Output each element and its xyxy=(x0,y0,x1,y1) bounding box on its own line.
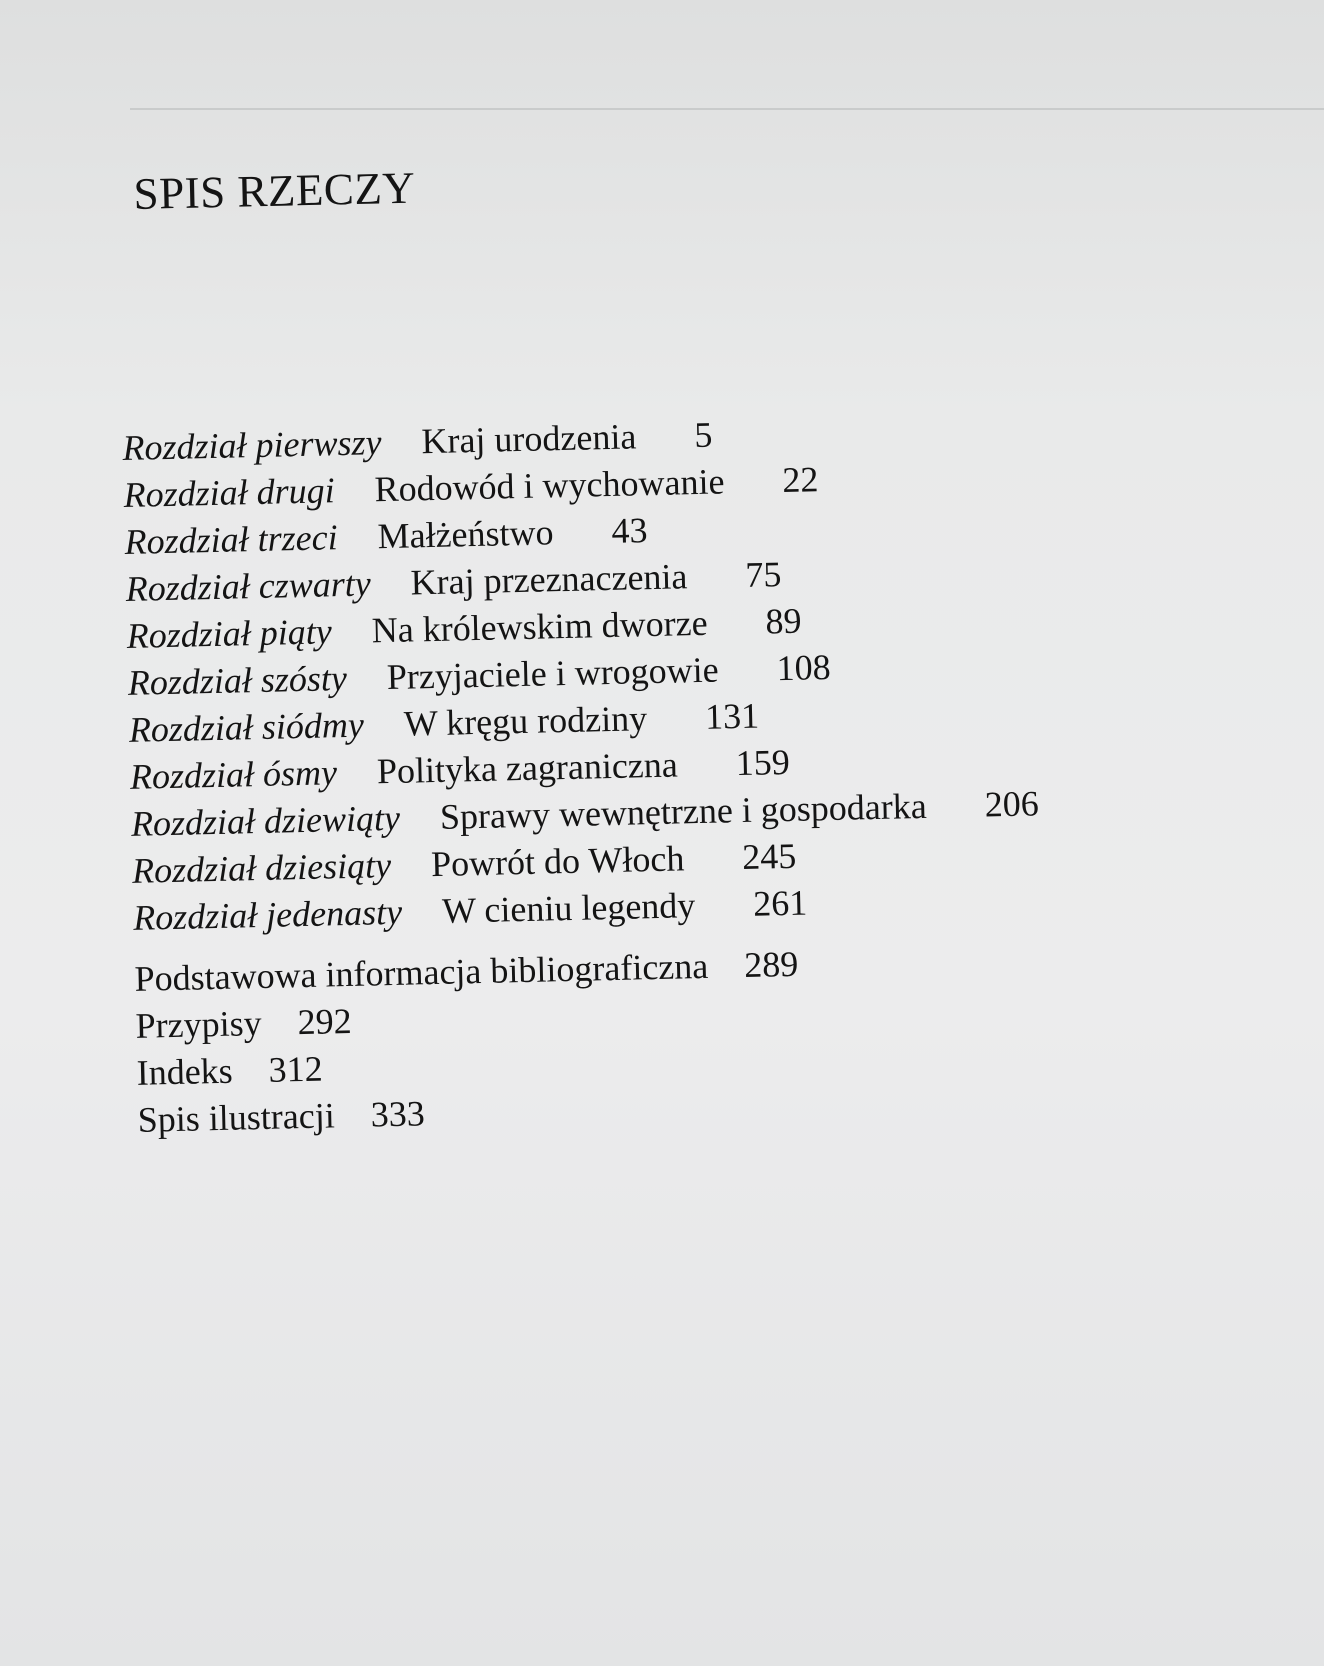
chapter-label: Rozdział ósmy xyxy=(129,752,338,797)
chapter-title: Na królewskim dworze xyxy=(371,602,708,651)
appendix-title: Indeks xyxy=(136,1050,234,1093)
chapter-label: Rozdział piąty xyxy=(126,611,333,656)
page-number: 289 xyxy=(743,943,799,986)
chapter-label: Rozdział czwarty xyxy=(125,563,372,609)
page-number: 245 xyxy=(741,835,797,878)
page-number: 292 xyxy=(297,1000,353,1043)
chapter-title: Powrót do Włoch xyxy=(430,838,685,885)
header-rule xyxy=(130,108,1324,110)
table-of-contents xyxy=(122,404,1046,1143)
chapter-label: Rozdział drugi xyxy=(123,470,336,515)
chapter-title: Małżeństwo xyxy=(377,512,554,557)
page-number: 159 xyxy=(735,741,791,784)
page-number: 108 xyxy=(776,646,832,689)
chapter-title: Sprawy wewnętrzne i gospodarka xyxy=(439,785,928,837)
chapter-title: Przyjaciele i wrogowie xyxy=(386,649,720,698)
page-number: 261 xyxy=(752,882,808,924)
chapter-title: Kraj przeznaczenia xyxy=(410,556,688,603)
appendix-title: Spis ilustracji xyxy=(137,1095,336,1140)
chapter-label: Rozdział pierwszy xyxy=(122,422,382,468)
page-number: 312 xyxy=(268,1048,324,1090)
page-number: 75 xyxy=(744,554,782,595)
page-number: 131 xyxy=(704,695,760,737)
chapter-title: W cieniu legendy xyxy=(441,885,696,931)
page-number: 5 xyxy=(693,414,713,456)
chapter-label: Rozdział dziesiąty xyxy=(131,845,392,891)
chapter-label: Rozdział jedenasty xyxy=(132,891,403,938)
chapter-title: W kręgu rodziny xyxy=(403,698,648,744)
appendix-title: Przypisy xyxy=(135,1002,263,1046)
page-number: 206 xyxy=(984,783,1040,825)
page-number: 333 xyxy=(370,1093,426,1135)
page-title: SPIS RZECZY xyxy=(133,162,416,219)
page-number: 22 xyxy=(781,459,819,501)
chapter-title: Kraj urodzenia xyxy=(421,416,637,462)
chapter-label: Rozdział trzeci xyxy=(124,517,339,562)
chapter-label: Rozdział dziewiąty xyxy=(130,797,401,844)
page-number: 89 xyxy=(765,600,802,642)
chapter-label: Rozdział szósty xyxy=(127,657,348,703)
chapter-label: Rozdział siódmy xyxy=(128,704,365,750)
chapter-title: Rodowód i wychowanie xyxy=(374,461,725,510)
chapter-title: Polityka zagraniczna xyxy=(376,744,679,792)
page-number: 43 xyxy=(611,510,648,551)
appendix-title: Podstawowa informacja bibliograficzna xyxy=(134,945,709,999)
